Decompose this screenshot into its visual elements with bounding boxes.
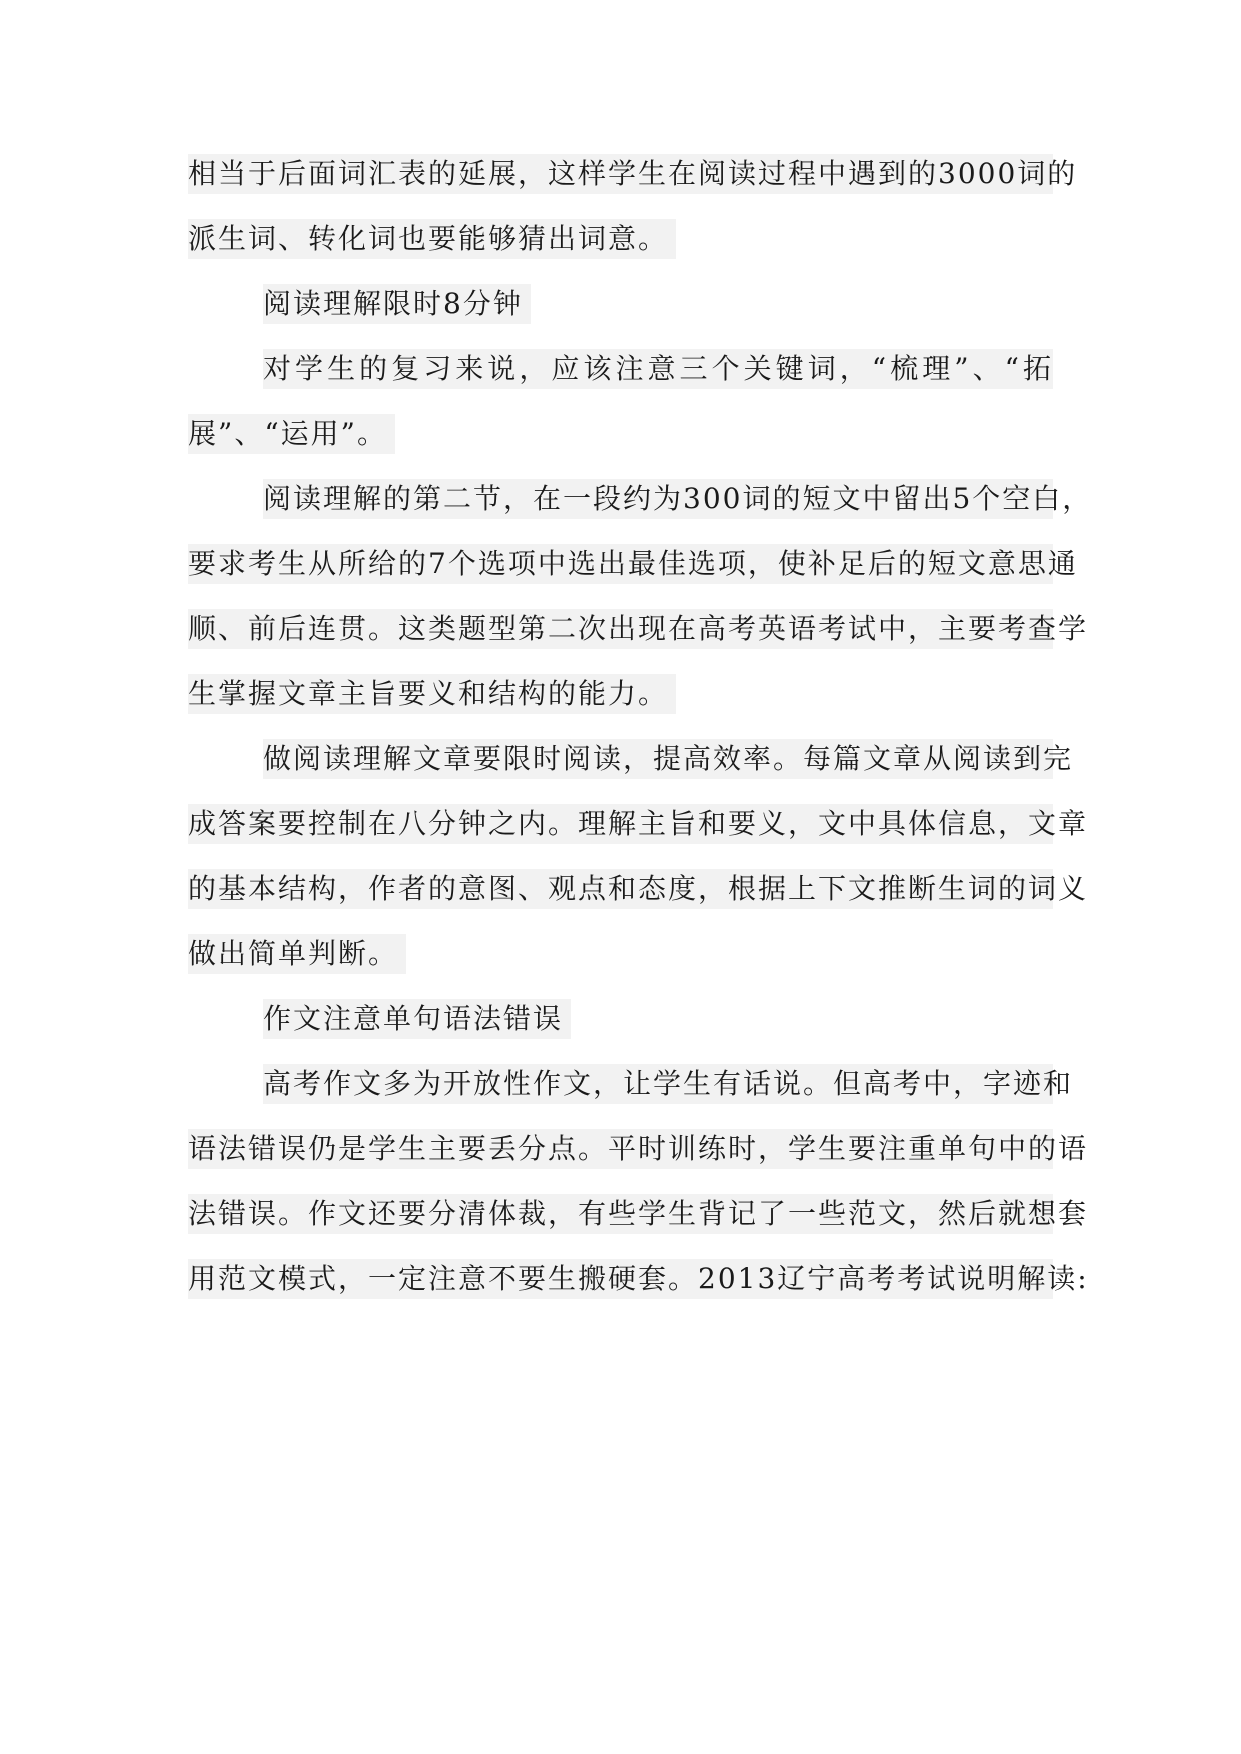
- text-line: 成答案要控制在八分钟之内。理解主旨和要义，文中具体信息，文章: [188, 804, 1053, 844]
- text-line: 生掌握文章主旨要义和结构的能力。: [188, 674, 1053, 714]
- text-line: 高考作文多为开放性作文，让学生有话说。但高考中，字迹和: [188, 1064, 1053, 1104]
- text-line: 对学生的复习来说，应该注意三个关键词，“梳理”、“拓: [188, 349, 1053, 389]
- text-line: 做阅读理解文章要限时阅读，提高效率。每篇文章从阅读到完: [188, 739, 1053, 779]
- text-line: 派生词、转化词也要能够猜出词意。: [188, 219, 1053, 259]
- section-heading: 阅读理解限时8分钟: [188, 284, 1053, 324]
- text-line: 阅读理解的第二节，在一段约为300词的短文中留出5个空白，: [188, 479, 1053, 519]
- document-body: [188, 154, 1093, 1324]
- text-line: 顺、前后连贯。这类题型第二次出现在高考英语考试中，主要考查学: [188, 609, 1053, 649]
- section-heading: 作文注意单句语法错误: [188, 999, 1053, 1039]
- text-line: 展”、“运用”。: [188, 414, 1053, 454]
- text-line: 相当于后面词汇表的延展，这样学生在阅读过程中遇到的3000词的: [188, 154, 1053, 194]
- text-line: 法错误。作文还要分清体裁，有些学生背记了一些范文，然后就想套: [188, 1194, 1053, 1234]
- text-line: 要求考生从所给的7个选项中选出最佳选项，使补足后的短文意思通: [188, 544, 1053, 584]
- text-line: 语法错误仍是学生主要丢分点。平时训练时，学生要注重单句中的语: [188, 1129, 1053, 1169]
- text-line: 的基本结构，作者的意图、观点和态度，根据上下文推断生词的词义: [188, 869, 1053, 909]
- text-line: 做出简单判断。: [188, 934, 1053, 974]
- text-line: 用范文模式，一定注意不要生搬硬套。2013辽宁高考考试说明解读:: [188, 1259, 1053, 1299]
